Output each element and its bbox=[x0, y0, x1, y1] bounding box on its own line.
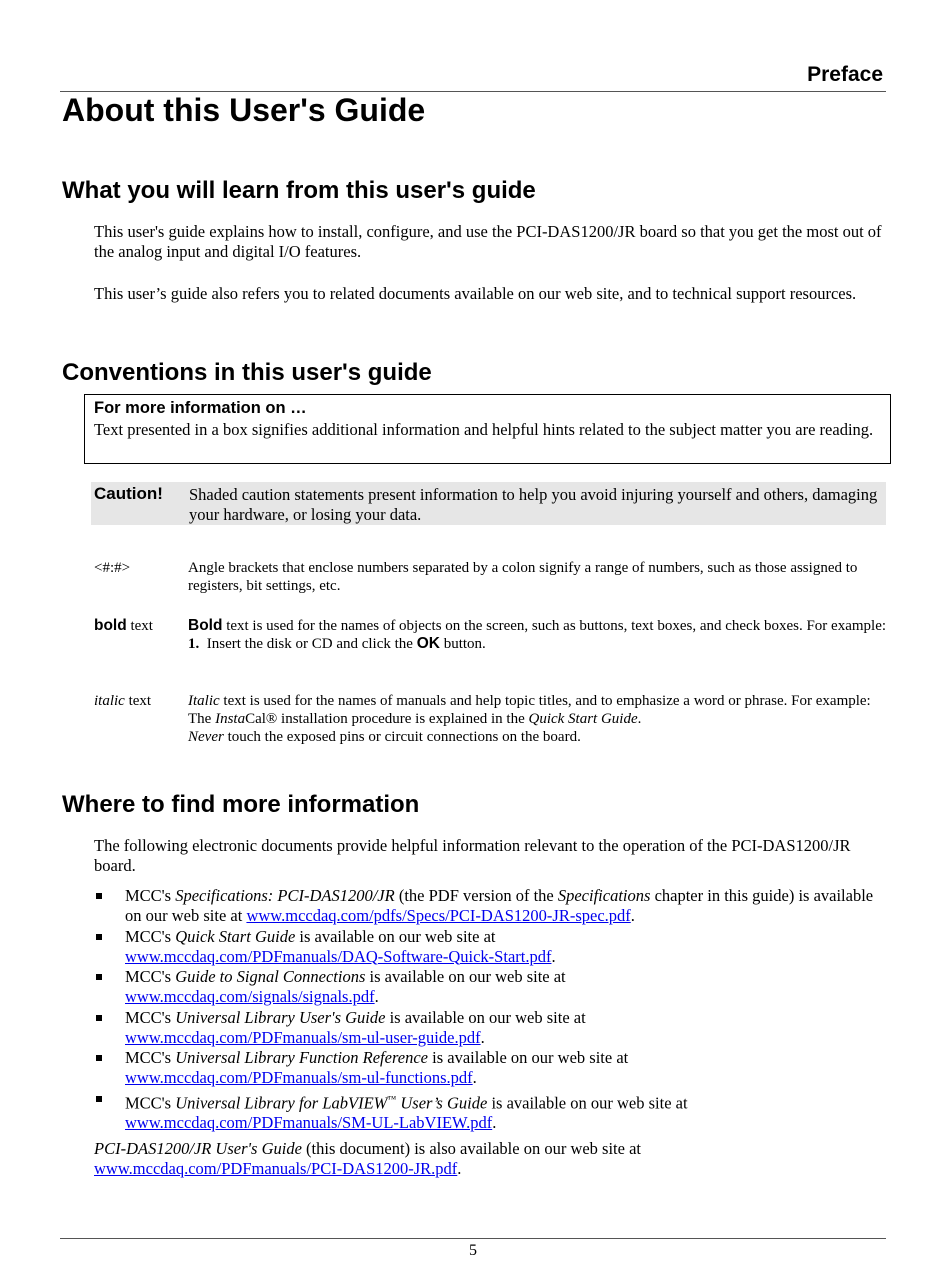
list-item bbox=[94, 967, 884, 1007]
convention-term-bold bbox=[94, 617, 153, 635]
ex1-mid: Cal® installation procedure is explained in the bbox=[245, 711, 529, 727]
convention-desc-bold bbox=[188, 617, 888, 653]
desc-italic-word: Italic bbox=[188, 693, 220, 709]
item-mid: is available on our web site at bbox=[365, 967, 566, 986]
list-item bbox=[94, 1089, 884, 1134]
item-pre: MCC's bbox=[125, 1093, 176, 1112]
more-info-intro: The following electronic documents provide helpful information relevant to the operation of the PCI-DAS1200/JR board. bbox=[94, 836, 851, 875]
item-pre: MCC's bbox=[125, 1048, 176, 1067]
ex1-italic-2: Quick Start Guide bbox=[528, 711, 638, 727]
item-pre: MCC's bbox=[125, 967, 176, 986]
list-item bbox=[94, 1008, 884, 1048]
desc-bold-word: Bold bbox=[188, 617, 223, 634]
italic-example-1 bbox=[188, 710, 888, 728]
bullet-square-icon bbox=[96, 974, 102, 980]
item-title: Universal Library for LabVIEW bbox=[175, 1093, 388, 1112]
item-mid: is available on our web site at bbox=[487, 1093, 688, 1112]
closing-paragraph bbox=[94, 1139, 884, 1179]
signal-connections-link[interactable]: www.mccdaq.com/signals/signals.pdf bbox=[125, 987, 375, 1006]
ex1-pre: The bbox=[188, 711, 216, 727]
item-mid: is available on our web site at bbox=[385, 1007, 586, 1027]
bullet-square-icon bbox=[96, 893, 102, 899]
list-item bbox=[94, 927, 884, 967]
item-title: Universal Library User's Guide bbox=[175, 1007, 386, 1027]
convention-desc-range: Angle brackets that enclose numbers separated by a colon signify a range of numbers, such as those assigned to registers, bit settings, etc. bbox=[188, 560, 858, 594]
document-list bbox=[94, 886, 884, 1134]
section-heading-learn: What you will learn from this user's guide bbox=[62, 177, 536, 204]
ex2-italic: Never bbox=[188, 729, 224, 745]
section-heading-conventions: Conventions in this user's guide bbox=[62, 359, 432, 386]
desc-italic-rest: text is used for the names of manuals and help topic titles, and to emphasize a word or phrase. For example: bbox=[219, 693, 871, 709]
step-text-post: button. bbox=[439, 636, 486, 652]
item-title: Universal Library Function Reference bbox=[175, 1048, 428, 1067]
convention-term-italic bbox=[94, 692, 151, 710]
item-pre: MCC's bbox=[125, 1007, 176, 1027]
ul-user-guide-link[interactable]: www.mccdaq.com/PDFmanuals/sm-ul-user-guide.pdf bbox=[125, 1027, 481, 1047]
bold-example-step bbox=[188, 635, 888, 653]
item-title-2: User’s Guide bbox=[396, 1093, 488, 1112]
item-title: Specifications: PCI-DAS1200/JR bbox=[175, 886, 395, 905]
ex2-rest: touch the exposed pins or circuit connections on the board. bbox=[223, 729, 581, 745]
bullet-square-icon bbox=[96, 1096, 102, 1102]
caution-label: Caution! bbox=[94, 484, 163, 503]
convention-desc-italic bbox=[188, 692, 888, 746]
convention-term-range: <#:#> bbox=[94, 560, 131, 576]
desc-bold-rest: text is used for the names of objects on the screen, such as buttons, text boxes, and check boxes. For example: bbox=[222, 618, 887, 634]
item-pre: MCC's bbox=[125, 926, 176, 946]
learn-paragraph-2: This user’s guide also refers you to related documents available on our web site, and to technical support resources. bbox=[94, 284, 857, 303]
term-italic-rest: text bbox=[124, 693, 152, 709]
term-bold-rest: text bbox=[126, 618, 153, 634]
step-text-pre: Insert the disk or CD and click the bbox=[206, 636, 417, 652]
quick-start-link[interactable]: www.mccdaq.com/PDFmanuals/DAQ-Software-Quick-Start.pdf bbox=[125, 946, 552, 966]
item-mid-2: chapter in this guide) is available on our web site at bbox=[125, 886, 874, 925]
spec-pdf-link[interactable]: www.mccdaq.com/pdfs/Specs/PCI-DAS1200-JR-spec.pdf bbox=[246, 906, 631, 925]
ex1-post: . bbox=[637, 711, 642, 727]
page-title: About this User's Guide bbox=[62, 92, 426, 128]
list-item bbox=[94, 886, 884, 926]
item-title-2: Specifications bbox=[557, 886, 651, 905]
bullet-square-icon bbox=[96, 1055, 102, 1061]
item-title: Quick Start Guide bbox=[175, 926, 296, 946]
item-post: . bbox=[374, 987, 379, 1006]
footer-rule bbox=[60, 1238, 886, 1239]
item-post: . bbox=[551, 946, 556, 966]
bullet-square-icon bbox=[96, 1015, 102, 1021]
closing-mid: (this document) is also available on our web site at bbox=[301, 1139, 642, 1158]
section-heading-more-info: Where to find more information bbox=[62, 791, 420, 818]
item-mid: is available on our web site at bbox=[295, 926, 496, 946]
page-number: 5 bbox=[469, 1242, 477, 1259]
info-box bbox=[84, 394, 891, 464]
ul-labview-link[interactable]: www.mccdaq.com/PDFmanuals/SM-UL-LabVIEW.pdf bbox=[125, 1113, 493, 1132]
item-post: . bbox=[630, 906, 635, 925]
item-mid: (the PDF version of the bbox=[394, 886, 558, 905]
ex1-italic: Insta bbox=[215, 711, 246, 727]
item-mid: is available on our web site at bbox=[428, 1048, 629, 1067]
caution-box bbox=[91, 482, 886, 525]
info-box-title: For more information on … bbox=[94, 399, 307, 417]
item-pre: MCC's bbox=[125, 886, 176, 905]
running-header: Preface bbox=[807, 63, 883, 86]
item-post: . bbox=[472, 1068, 477, 1087]
bullet-square-icon bbox=[96, 934, 102, 940]
users-guide-link[interactable]: www.mccdaq.com/PDFmanuals/PCI-DAS1200-JR.pdf bbox=[94, 1159, 458, 1178]
closing-post: . bbox=[457, 1159, 462, 1178]
item-post: . bbox=[480, 1027, 485, 1047]
step-number: 1. bbox=[188, 636, 200, 652]
term-bold-word: bold bbox=[94, 617, 127, 634]
italic-example-2 bbox=[188, 728, 888, 746]
caution-text: Shaded caution statements present information to help you avoid injuring yourself and others, damaging your hardware, or losing your data. bbox=[189, 485, 878, 524]
item-post: . bbox=[492, 1113, 497, 1132]
list-item bbox=[94, 1048, 884, 1088]
term-italic-word: italic bbox=[94, 693, 125, 709]
trademark-mark: ™ bbox=[387, 1093, 397, 1104]
learn-paragraph-1: This user's guide explains how to install, configure, and use the PCI-DAS1200/JR board so that you get the most out of the analog input and digital I/O features. bbox=[94, 222, 882, 261]
closing-title: PCI-DAS1200/JR User's Guide bbox=[94, 1139, 302, 1158]
item-title: Guide to Signal Connections bbox=[175, 967, 366, 986]
step-ok-word: OK bbox=[416, 635, 440, 652]
info-box-text: Text presented in a box signifies additional information and helpful hints related to the subject matter you are reading. bbox=[94, 420, 874, 439]
ul-functions-link[interactable]: www.mccdaq.com/PDFmanuals/sm-ul-functions.pdf bbox=[125, 1068, 473, 1087]
